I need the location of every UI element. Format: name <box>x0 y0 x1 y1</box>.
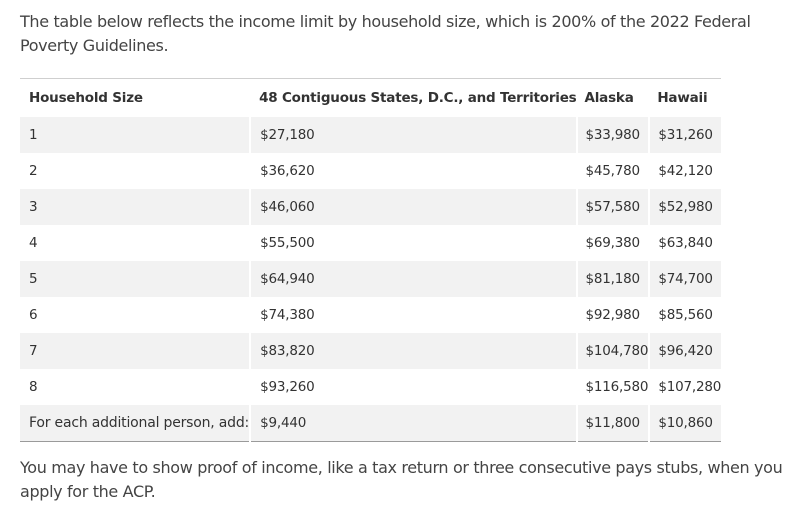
cell-hawaii-limit: $42,120 <box>649 153 721 189</box>
cell-alaska-limit: $81,180 <box>577 261 650 297</box>
cell-additional-person-label: For each additional person, add: <box>20 405 250 442</box>
intro-paragraph: The table below reflects the income limit by household size, which is 200% of the 2022 Federal Poverty Guidelines. <box>20 12 751 55</box>
cell-household-size: 5 <box>20 261 250 297</box>
income-limit-table <box>20 78 721 442</box>
proof-of-income-paragraph: You may have to show proof of income, like a tax return or three consecutive pays stubs, when you apply for the ACP. <box>20 458 783 501</box>
table-row <box>20 153 721 189</box>
cell-household-size: 7 <box>20 333 250 369</box>
table-row <box>20 297 721 333</box>
table-row <box>20 117 721 153</box>
cell-household-size: 4 <box>29 235 38 251</box>
cell-alaska-limit: $92,980 <box>577 297 650 333</box>
cell-alaska-limit: $69,380 <box>577 225 650 261</box>
cell-contiguous-limit: $74,380 <box>250 297 576 333</box>
table-header-row <box>20 79 721 118</box>
cell-contiguous-limit: $83,820 <box>250 333 576 369</box>
cell-alaska-limit: $11,800 <box>577 405 650 442</box>
cell-hawaii-limit: $96,420 <box>649 333 721 369</box>
cell-contiguous-limit: $46,060 <box>250 189 576 225</box>
cell-alaska-limit: $45,780 <box>577 153 650 189</box>
cell-contiguous-limit: $9,440 <box>250 405 576 442</box>
cell-contiguous-limit: $64,940 <box>250 261 576 297</box>
table-row <box>20 369 721 405</box>
cell-alaska-limit: $104,780 <box>577 333 650 369</box>
cell-alaska-limit: $33,980 <box>577 117 650 153</box>
cell-hawaii-limit: $10,860 <box>649 405 721 442</box>
cell-hawaii-limit: $31,260 <box>649 117 721 153</box>
cell-household-size: 2 <box>29 163 38 179</box>
cell-household-size: 1 <box>20 117 250 153</box>
cell-hawaii-limit: $74,700 <box>649 261 721 297</box>
cell-hawaii-limit: $85,560 <box>649 297 721 333</box>
table-row <box>20 225 721 261</box>
cell-contiguous-limit: $36,620 <box>250 153 576 189</box>
cell-hawaii-limit: $52,980 <box>649 189 721 225</box>
table-row <box>20 189 721 225</box>
table-row <box>20 261 721 297</box>
table-row <box>20 333 721 369</box>
header-household-size: Household Size <box>29 90 143 106</box>
cell-hawaii-limit: $107,280 <box>649 369 721 405</box>
table-row-additional-person <box>20 405 721 442</box>
cell-alaska-limit: $116,580 <box>577 369 650 405</box>
cell-household-size: 6 <box>29 307 38 323</box>
cell-hawaii-limit: $63,840 <box>649 225 721 261</box>
cell-contiguous-limit: $93,260 <box>250 369 576 405</box>
header-hawaii: Hawaii <box>657 90 708 106</box>
cell-contiguous-limit: $55,500 <box>250 225 576 261</box>
cell-contiguous-limit: $27,180 <box>250 117 576 153</box>
cell-household-size: 3 <box>20 189 250 225</box>
cell-alaska-limit: $57,580 <box>577 189 650 225</box>
cell-household-size: 8 <box>29 379 38 395</box>
header-contiguous-states: 48 Contiguous States, D.C., and Territories <box>259 90 577 106</box>
header-alaska: Alaska <box>584 90 634 106</box>
